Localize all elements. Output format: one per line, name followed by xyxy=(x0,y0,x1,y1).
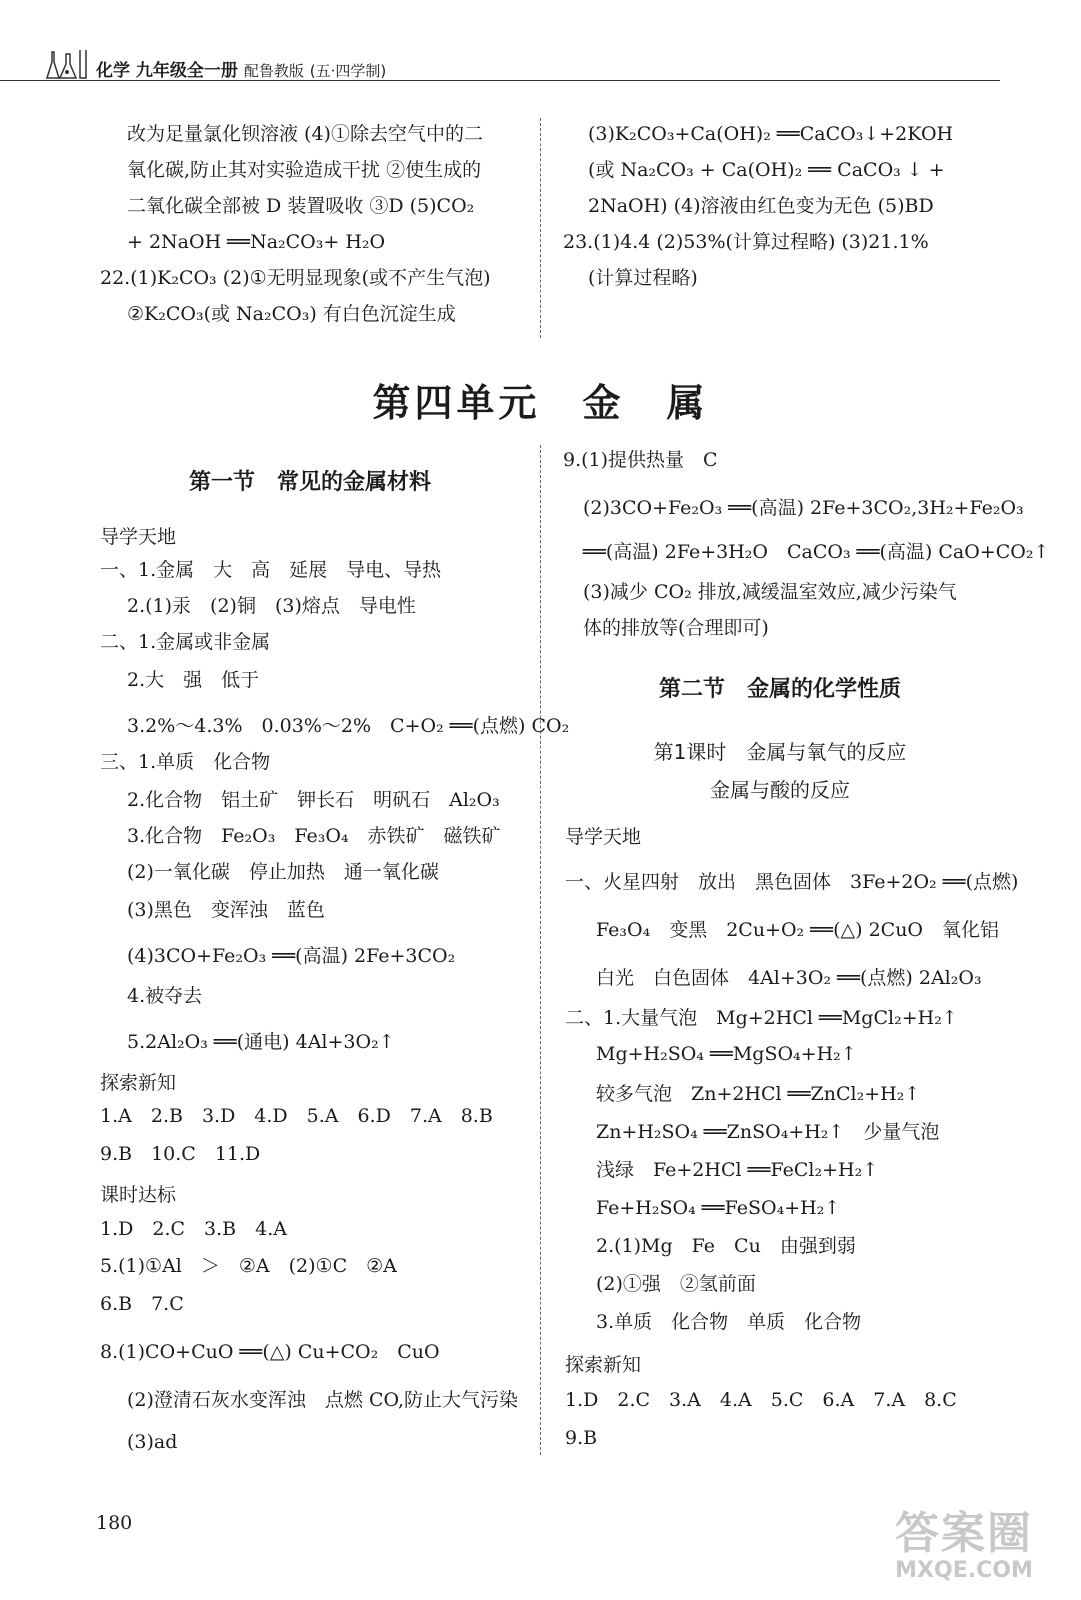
text-line: 2.(1)Mg Fe Cu 由强到弱 xyxy=(596,1235,856,1257)
text-line: Mg+H₂SO₄ ══MgSO₄+H₂↑ xyxy=(596,1043,857,1065)
text-line: 3.2%～4.3% 0.03%～2% C+O₂ ══(点燃) CO₂ xyxy=(127,715,570,737)
text-line: 二氧化碳全部被 D 装置吸收 ③D (5)CO₂ xyxy=(127,195,475,217)
subheading: 探索新知 xyxy=(100,1072,177,1094)
text-line: 二、1.金属或非金属 xyxy=(100,631,271,653)
book-header xyxy=(96,56,386,81)
watermark-logo xyxy=(869,1510,1059,1590)
lesson-title: 金属与酸的反应 xyxy=(710,778,850,802)
text-line: 22.(1)K₂CO₃ (2)①无明显现象(或不产生气泡) xyxy=(100,267,491,289)
top-column-divider xyxy=(540,118,541,338)
text-line: (2)①强 ②氢前面 xyxy=(596,1273,756,1295)
text-line: (3)K₂CO₃+Ca(OH)₂ ══CaCO₃↓+2KOH xyxy=(588,123,954,145)
text-line: 二、1.大量气泡 Mg+2HCl ══MgCl₂+H₂↑ xyxy=(565,1007,958,1029)
text-line: (或 Na₂CO₃ + Ca(OH)₂ ══ CaCO₃ ↓ + xyxy=(588,159,945,181)
text-line: Fe+H₂SO₄ ══FeSO₄+H₂↑ xyxy=(596,1197,841,1219)
header-system: (五·四学制) xyxy=(309,62,387,80)
text-line: 5.(1)①Al ＞ ②A (2)①C ②A xyxy=(100,1255,397,1277)
text-line: 一、1.金属 大 高 延展 导电、导热 xyxy=(100,559,442,581)
text-line: (计算过程略) xyxy=(588,267,698,289)
header-rule xyxy=(0,80,1000,81)
header-edition: 配鲁教版 xyxy=(243,62,304,80)
text-line: ══(高温) 2Fe+3H₂O CaCO₃ ══(高温) CaO+CO₂↑ xyxy=(583,541,1050,563)
text-line: 6.B 7.C xyxy=(100,1293,184,1315)
text-line: (2)澄清石灰水变浑浊 点燃 CO,防止大气污染 xyxy=(127,1389,518,1411)
subheading: 课时达标 xyxy=(100,1184,177,1206)
text-line: ②K₂CO₃(或 Na₂CO₃) 有白色沉淀生成 xyxy=(127,303,456,325)
text-line: 9.B 10.C 11.D xyxy=(100,1143,261,1165)
text-line: 2.(1)汞 (2)铜 (3)熔点 导电性 xyxy=(127,595,416,617)
flask-logo-icon xyxy=(46,48,90,82)
text-line: 23.(1)4.4 (2)53%(计算过程略) (3)21.1% xyxy=(563,231,929,253)
section-title: 第一节 常见的金属材料 xyxy=(188,470,431,495)
text-line: 8.(1)CO+CuO ══(△) Cu+CO₂ CuO xyxy=(100,1341,440,1363)
text-line: 改为足量氯化钡溶液 (4)①除去空气中的二 xyxy=(127,123,483,145)
text-line: 一、火星四射 放出 黑色固体 3Fe+2O₂ ══(点燃) xyxy=(565,871,1019,893)
text-line: 3.单质 化合物 单质 化合物 xyxy=(596,1311,862,1333)
subheading: 探索新知 xyxy=(565,1354,642,1376)
watermark-text: 答案圈 xyxy=(895,1508,1033,1559)
text-line: 5.2Al₂O₃ ══(通电) 4Al+3O₂↑ xyxy=(127,1031,395,1053)
text-line: 4.被夺去 xyxy=(127,985,203,1007)
text-line: 1.A 2.B 3.D 4.D 5.A 6.D 7.A 8.B xyxy=(100,1105,493,1127)
unit-title: 第四单元 金 属 xyxy=(372,381,709,425)
text-line: (2)一氧化碳 停止加热 通一氧化碳 xyxy=(127,861,439,883)
text-line: 白光 白色固体 4Al+3O₂ ══(点燃) 2Al₂O₃ xyxy=(596,967,982,989)
subheading: 导学天地 xyxy=(100,526,177,548)
text-line: (3)黑色 变浑浊 蓝色 xyxy=(127,899,325,921)
text-line: (3)ad xyxy=(127,1431,178,1453)
page-number: 180 xyxy=(96,1512,133,1534)
text-line: 浅绿 Fe+2HCl ══FeCl₂+H₂↑ xyxy=(596,1159,879,1181)
text-line: 9.(1)提供热量 C xyxy=(563,449,718,471)
text-line: 氧化碳,防止其对实验造成干扰 ②使生成的 xyxy=(127,159,482,181)
text-line: 体的排放等(合理即可) xyxy=(583,617,769,639)
text-line: (2)3CO+Fe₂O₃ ══(高温) 2Fe+3CO₂,3H₂+Fe₂O₃ xyxy=(583,497,1024,519)
subheading: 导学天地 xyxy=(565,826,642,848)
text-line: 2.化合物 铝土矿 钾长石 明矾石 Al₂O₃ xyxy=(127,789,500,811)
text-line: 2.大 强 低于 xyxy=(127,669,260,691)
text-line: 2NaOH) (4)溶液由红色变为无色 (5)BD xyxy=(588,195,934,217)
text-line: 较多气泡 Zn+2HCl ══ZnCl₂+H₂↑ xyxy=(596,1083,921,1105)
text-line: 1.D 2.C 3.B 4.A xyxy=(100,1218,287,1240)
text-line: Zn+H₂SO₄ ══ZnSO₄+H₂↑ 少量气泡 xyxy=(596,1121,940,1143)
text-line: (4)3CO+Fe₂O₃ ══(高温) 2Fe+3CO₂ xyxy=(127,945,456,967)
main-column-divider xyxy=(540,445,541,1455)
text-line: Fe₃O₄ 变黑 2Cu+O₂ ══(△) 2CuO 氧化铝 xyxy=(596,919,1000,941)
lesson-title: 第1课时 金属与氧气的反应 xyxy=(653,740,907,764)
text-line: 1.D 2.C 3.A 4.A 5.C 6.A 7.A 8.C xyxy=(565,1389,957,1411)
header-title: 化学 九年级全一册 xyxy=(96,61,238,81)
section-title: 第二节 金属的化学性质 xyxy=(658,677,901,702)
text-line: (3)减少 CO₂ 排放,减缓温室效应,减少污染气 xyxy=(583,581,957,603)
text-line: 3.化合物 Fe₂O₃ Fe₃O₄ 赤铁矿 磁铁矿 xyxy=(127,825,501,847)
text-line: + 2NaOH ══Na₂CO₃+ H₂O xyxy=(127,231,386,253)
text-line: 9.B xyxy=(565,1427,598,1449)
text-line: 三、1.单质 化合物 xyxy=(100,751,271,773)
watermark-url: MXQE.COM xyxy=(895,1558,1033,1583)
